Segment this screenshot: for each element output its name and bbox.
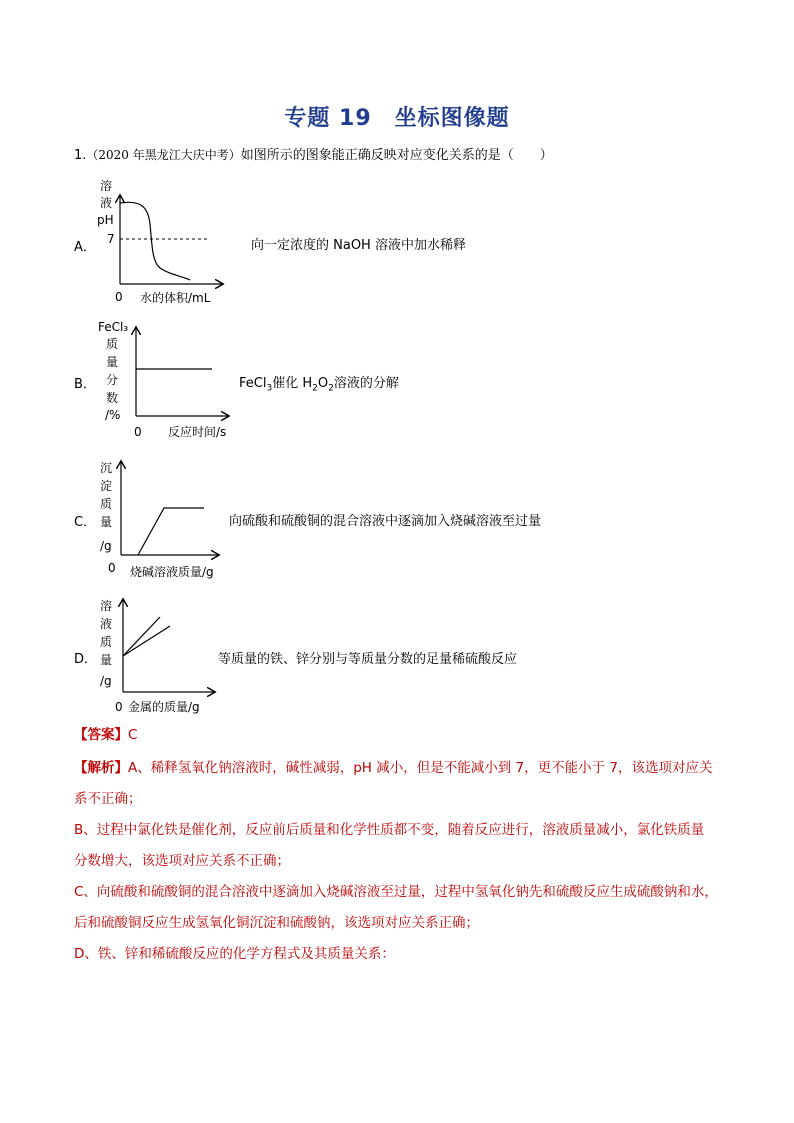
option-d-xlabel: 金属的质量/g	[128, 700, 200, 714]
option-c-graph	[94, 458, 234, 583]
answer-line	[74, 720, 724, 751]
analysis-line-3: B、过程中氯化铁是催化剂，反应前后质量和化学性质都不变，随着反应进行，溶液质量减小，氯化铁质量	[74, 822, 705, 838]
question-stem	[74, 144, 553, 163]
option-b-graph	[94, 318, 234, 446]
option-a-letter: A．	[74, 240, 96, 255]
answer-label: 【答案】	[74, 727, 128, 743]
analysis-line-5: C、向硫酸和硫酸铜的混合溶液中逐滴加入烧碱溶液至过量，过程中氢氧化钠先和硫酸反应生成硫酸钠和水，	[74, 884, 718, 900]
option-c-text: 向硫酸和硫酸铜的混合溶液中逐滴加入烧碱溶液至过量	[229, 514, 542, 529]
option-b-ylabel-3: 分	[106, 373, 119, 387]
option-b-ylabel-2: 量	[106, 355, 119, 369]
option-c-ylabel-1: 沉	[100, 461, 113, 475]
option-a-curve	[120, 202, 190, 280]
analysis-line-2: 系不正确；	[74, 791, 142, 807]
option-b-ylabel-top: FeCl₃	[98, 320, 129, 334]
option-b-origin: 0	[134, 425, 142, 439]
option-d-text: 等质量的铁、锌分别与等质量分数的足量稀硫酸反应	[218, 652, 518, 667]
option-c-ylabel-5: /g	[100, 539, 112, 553]
option-d-ylabel-1: 溶	[100, 599, 113, 613]
question-number: 1.	[74, 148, 87, 163]
option-a-xlabel: 水的体积/mL	[140, 291, 211, 305]
option-b-text: FeCl$_3$催化 $H_2O_2$溶液的分解	[239, 376, 399, 394]
answer-value: C	[128, 727, 138, 743]
option-d-ylabel-3: 质	[100, 635, 113, 649]
option-d-ylabel-2: 液	[100, 617, 113, 631]
option-a-text: 向一定浓度的 NaOH 溶液中加水稀释	[251, 238, 466, 253]
analysis-block	[74, 753, 724, 970]
option-c-ylabel-3: 质	[100, 497, 113, 511]
option-c-ylabel-4: 量	[100, 515, 113, 529]
option-a-tick-7: 7	[107, 232, 115, 246]
option-c-ylabel-2: 淀	[100, 479, 113, 493]
option-a-ylabel-3: pH	[97, 213, 114, 227]
option-a-ylabel-1: 溶	[100, 179, 113, 193]
option-c-letter: C．	[74, 515, 97, 530]
option-c-origin: 0	[108, 561, 116, 575]
analysis-line-1: 【解析】A、稀释氢氧化钠溶液时，碱性减弱，pH 减小，但是不能减小到 7，更不能小于 7，该选项对应关	[74, 760, 713, 776]
analysis-line-7: D、铁、锌和稀硫酸反应的化学方程式及其质量关系：	[74, 946, 395, 962]
option-d-letter: D．	[74, 652, 98, 667]
analysis-label: 【解析】	[74, 760, 128, 776]
option-d-ylabel-4: 量	[100, 653, 113, 667]
option-b-ylabel-1: 质	[106, 337, 119, 351]
option-b-xlabel: 反应时间/s	[168, 425, 227, 439]
option-d-origin: 0	[115, 700, 123, 714]
option-a-ylabel-2: 液	[100, 196, 113, 210]
question-source: （2020 年黑龙江大庆中考）	[86, 148, 241, 162]
option-d-ylabel-5: /g	[100, 674, 112, 688]
option-a-graph	[94, 176, 234, 311]
option-b-letter: B．	[74, 377, 96, 392]
question-text: 如图所示的图象能正确反映对应变化关系的是（ ）	[240, 148, 553, 163]
page-title: 专题 19 坐标图像题	[284, 106, 510, 131]
option-c-xlabel: 烧碱溶液质量/g	[130, 565, 214, 579]
analysis-line-6: 后和硫酸铜反应生成氢氧化铜沉淀和硫酸钠，该选项对应关系正确；	[74, 915, 479, 931]
option-b-ylabel-4: 数	[106, 391, 119, 405]
option-a-origin: 0	[115, 290, 123, 304]
option-c-line	[138, 508, 204, 555]
option-b-ylabel-5: /%	[105, 408, 121, 422]
analysis-line-4: 分数增大，该选项对应关系不正确；	[74, 853, 290, 869]
option-d-graph	[94, 596, 234, 718]
